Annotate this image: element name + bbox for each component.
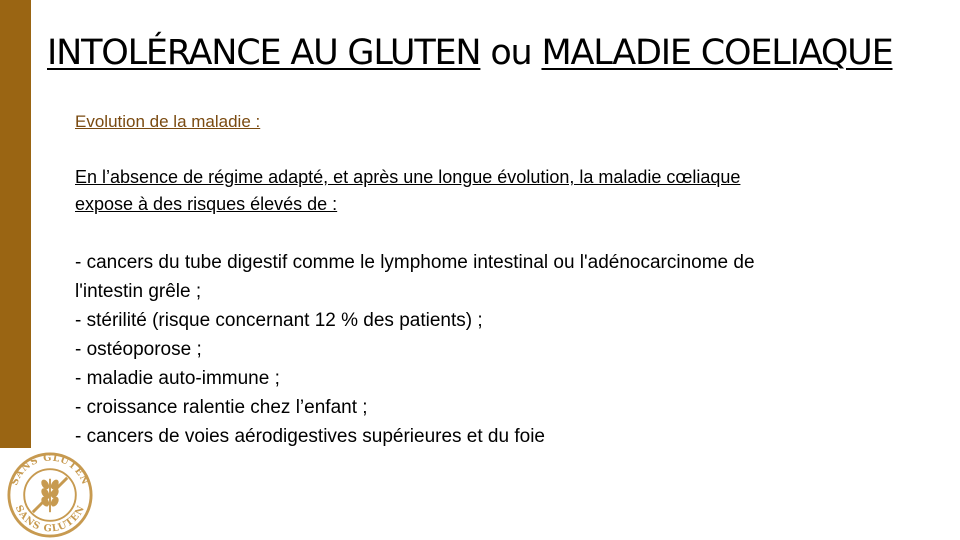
risks-list	[75, 248, 915, 451]
title-gluten: INTOLÉRANCE AU GLUTEN	[47, 33, 481, 73]
list-item: l'intestin grêle ;	[75, 281, 202, 302]
list-item: - cancers du tube digestif comme le lymphome intestinal ou l'adénocarcinome de	[75, 252, 755, 273]
accent-bar	[0, 0, 31, 448]
logo-text-bottom: SANS GLUTEN	[12, 503, 88, 535]
list-item: - croissance ralentie chez l’enfant ;	[75, 397, 368, 418]
intro-line: expose à des risques élevés de :	[75, 194, 338, 214]
list-item: - maladie auto-immune ;	[75, 368, 280, 389]
title-connector: ou	[480, 33, 542, 73]
intro-paragraph	[75, 164, 915, 218]
logo-text-top: SANS GLUTEN	[9, 452, 91, 488]
gluten-free-logo	[2, 452, 98, 538]
list-item: - stérilité (risque concernant 12 % des patients) ;	[75, 310, 483, 331]
title-coeliac: MALADIE COELIAQUE	[541, 33, 893, 73]
section-subtitle: Evolution de la maladie :	[75, 112, 261, 131]
crossed-wheat-icon	[33, 478, 67, 512]
slide-title	[47, 30, 893, 76]
intro-line: En l’absence de régime adapté, et après une longue évolution, la maladie cœliaque	[75, 167, 741, 187]
list-item: - ostéoporose ;	[75, 339, 202, 360]
list-item: - cancers de voies aérodigestives supérieures et du foie	[75, 426, 545, 447]
